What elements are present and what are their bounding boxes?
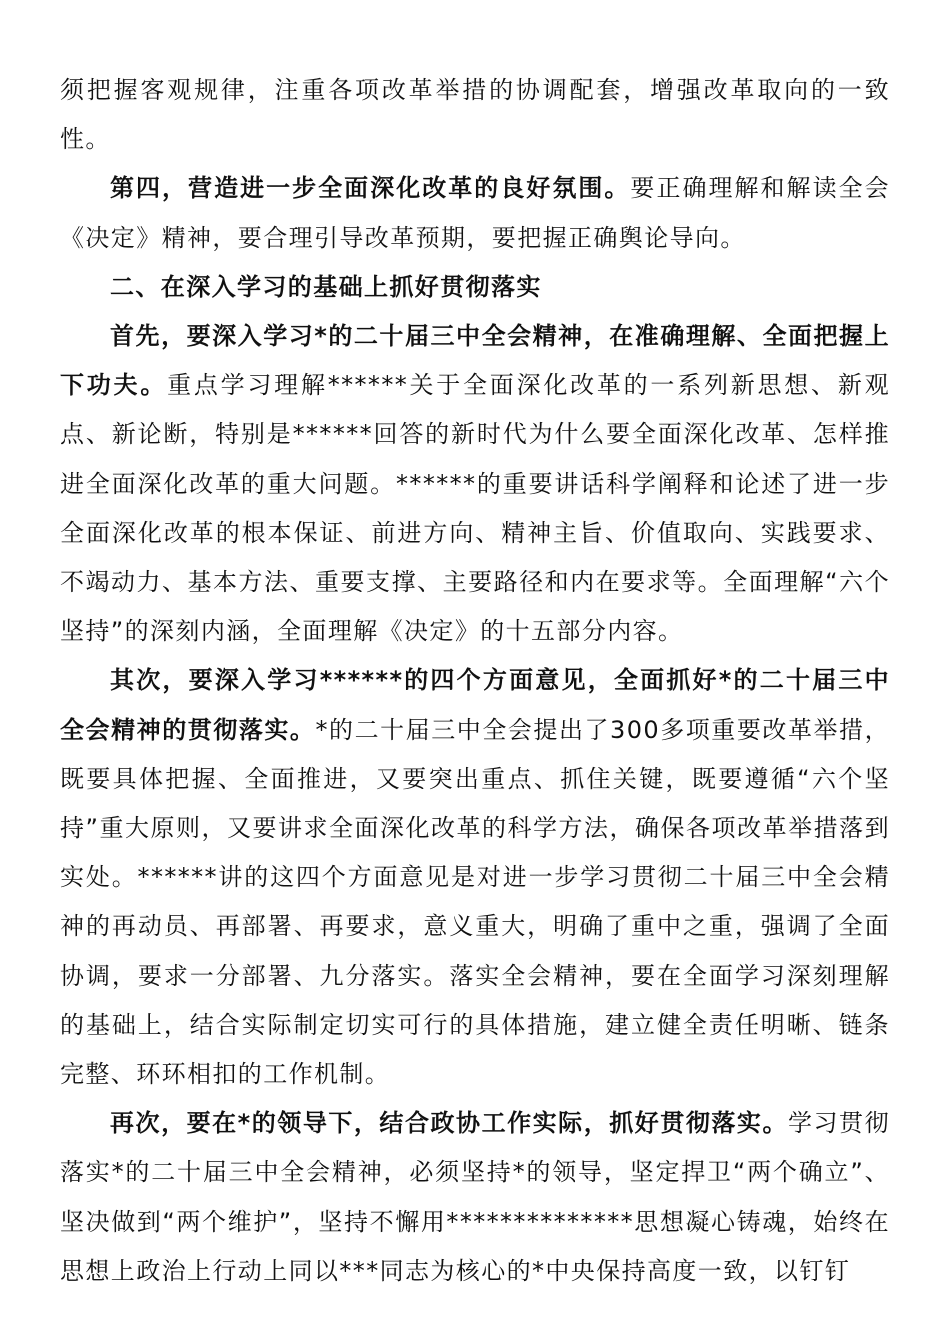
paragraph-text: *的二十届三中全会提出了300多项重要改革举措，既要具体把握、全面推进，又要突出重点、抓住关键，既要遵循“六个坚持”重大原则，又要讲求全面深化改革的科学方法，确保各项改革举措落到实处。******讲的这四个方面意见是对进一步学习贯彻二十届三中全会精神的再动员、再部署、再要求，意义重大，明确了重中之重，强调了全面协调，要求一分部署、九分落实。落实全会精神，要在全面学习深刻理解的基础上，结合实际制定切实可行的具体措施，建立健全责任明晰、链条完整、环环相扣的工作机制。 — [60, 715, 890, 1089]
section-heading — [60, 263, 890, 312]
paragraph-lead: 第四，营造进一步全面深化改革的良好氛围。 — [110, 174, 631, 203]
paragraph-text: 要正确理解和解读全会《决定》精神，要合理引导改革预期，要把握正确舆论导向。 — [60, 174, 891, 252]
paragraph-text: 重点学习理解******关于全面深化改革的一系列新思想、新观点、新论断，特别是******回答的新时代为什么要全面深化改革、怎样推进全面深化改革的重大问题。******的重要讲话科学阐释和论述了进一步全面深化改革的根本保证、前进方向、精神主旨、价值取向、实践要求、不竭动力、基本方法、重要支撑、主要路径和内在要求等。全面理解“六个坚持”的深刻内涵，全面理解《决定》的十五部分内容。 — [60, 371, 890, 646]
document-page — [60, 66, 890, 1296]
paragraph-text: 学习贯彻落实*的二十届三中全会精神，必须坚持*的领导，坚定捍卫“两个确立”、坚决做到“两个维护”，坚持不懈用**************思想凝心铸魂，始终在思想上政治上行动上同以***同志为核心的*中央保持高度一致，以钉钉 — [60, 1109, 890, 1285]
paragraph-first — [60, 312, 890, 656]
paragraph-third — [60, 1099, 890, 1296]
paragraph-continuation — [60, 66, 890, 164]
paragraph-lead: 其次，要深入学习******的四个方面意见，全面抓好*的二十届三中全会精神的贯彻落实。 — [60, 666, 890, 744]
paragraph-lead: 再次，要在*的领导下，结合政协工作实际，抓好贯彻落实。 — [110, 1109, 788, 1138]
paragraph-text: 须把握客观规律，注重各项改革举措的协调配套，增强改革取向的一致性。 — [60, 76, 890, 154]
section-heading-text: 二、在深入学习的基础上抓好贯彻落实 — [110, 272, 542, 301]
paragraph-fourth — [60, 164, 890, 262]
paragraph-lead: 首先，要深入学习*的二十届三中全会精神，在准确理解、全面把握上下功夫。 — [60, 322, 890, 400]
paragraph-second — [60, 656, 890, 1099]
